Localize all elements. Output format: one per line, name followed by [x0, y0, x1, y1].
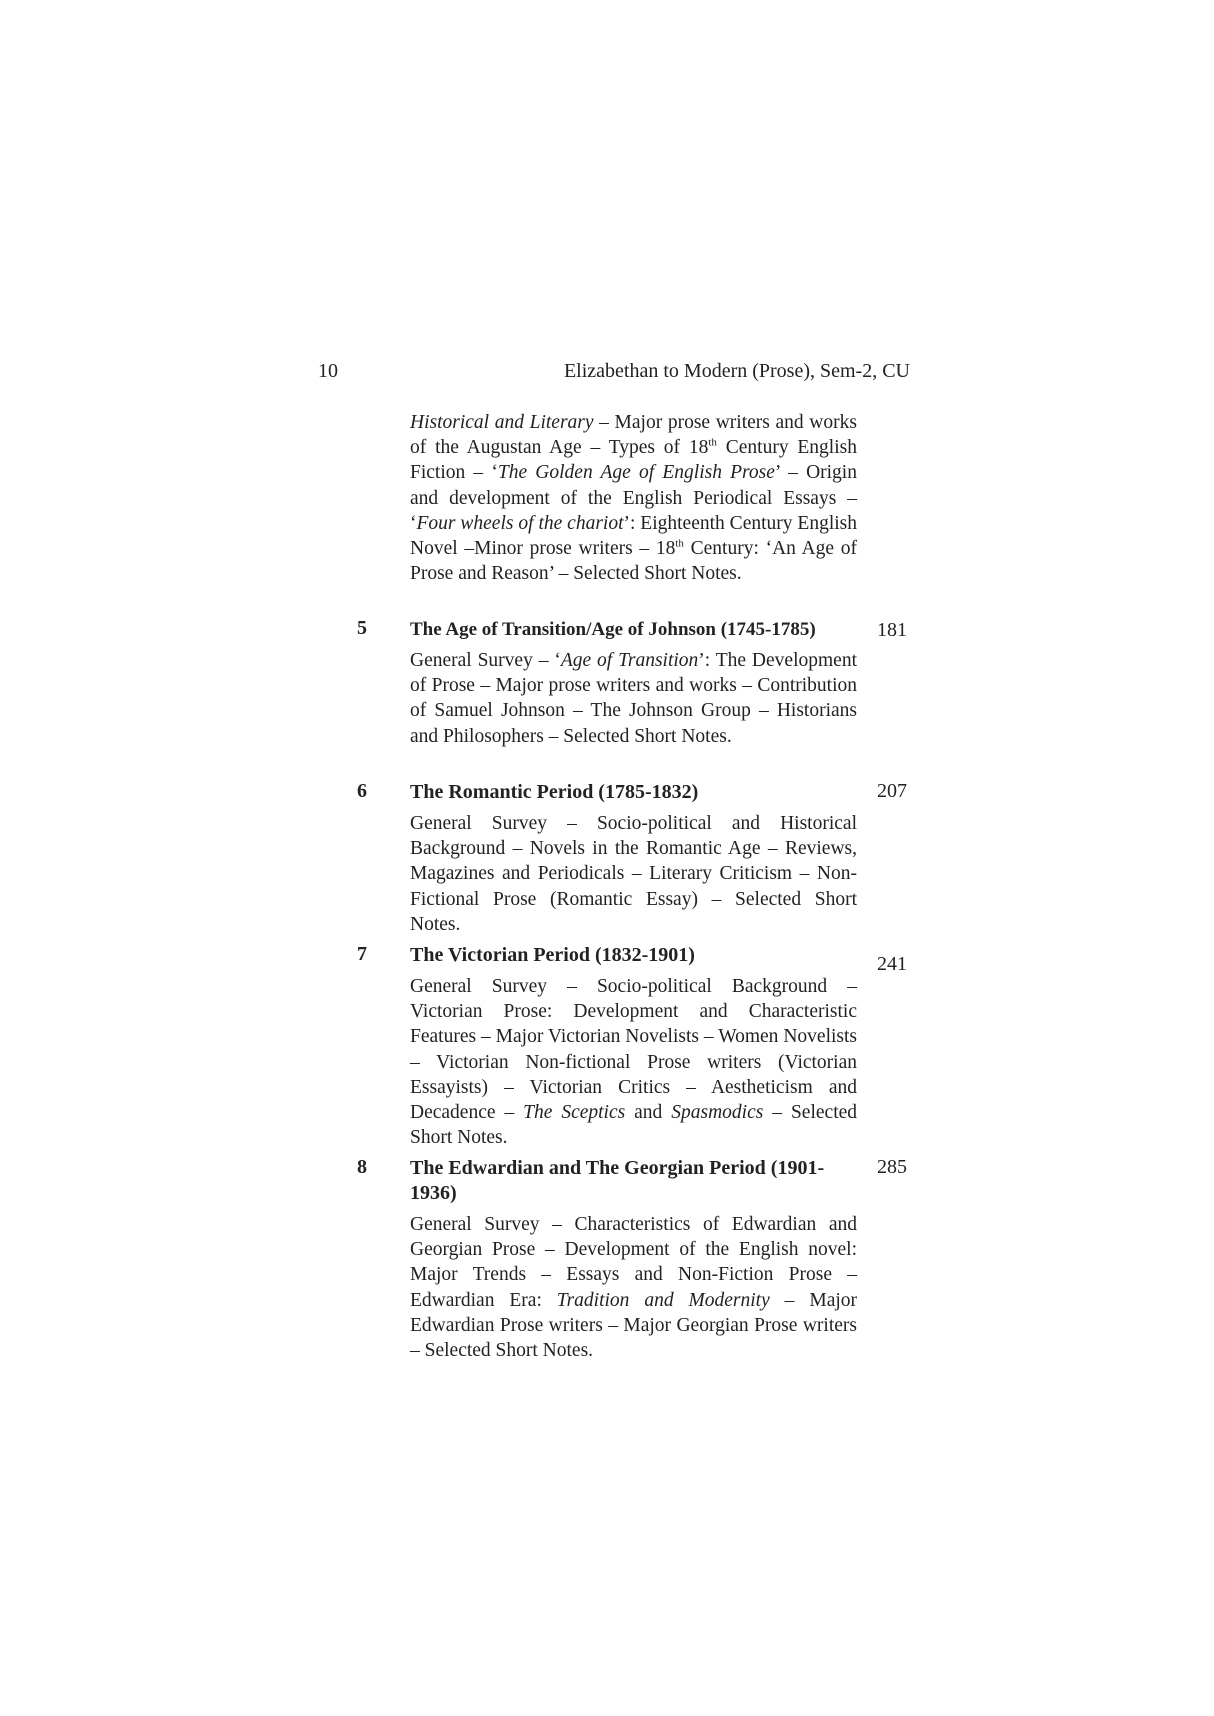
description-paragraph	[410, 974, 857, 1150]
entry-description	[410, 811, 857, 937]
entry-description	[410, 1212, 857, 1363]
text: ’: Eighteenth Century English Novel –Minor prose writers – 18	[410, 512, 857, 560]
entry-page: 207	[877, 780, 907, 802]
text: Century: ‘An Age of Prose and Reason’ – Selected Short Notes.	[410, 538, 857, 585]
description-paragraph	[410, 811, 857, 937]
text: Century English Fiction – ‘	[410, 437, 857, 484]
entry-title: The Romantic Period (1785-1832)	[410, 781, 699, 803]
italic-text: Age of Transition	[560, 650, 699, 671]
description-paragraph	[410, 1212, 857, 1363]
text: – Selected Short Notes.	[410, 1102, 858, 1149]
entry-page: 285	[877, 1156, 907, 1178]
superscript: th	[708, 436, 717, 449]
entry-number: 7	[357, 943, 367, 965]
italic-text: Tradition and Modernity	[556, 1289, 770, 1311]
intro-paragraph	[410, 410, 857, 586]
entry-title: The Edwardian and The Georgian Period (1901-1936)	[410, 1157, 825, 1204]
superscript: th	[675, 537, 684, 550]
italic-text: The Sceptics	[523, 1102, 626, 1124]
entry-description	[410, 648, 857, 749]
text: ’ – Origin and development of the English Periodical Essays – ‘	[410, 462, 857, 534]
entry-number: 5	[357, 617, 367, 639]
text: General Survey – ‘	[410, 650, 561, 671]
entry-page: 181	[877, 619, 907, 641]
description-paragraph	[410, 648, 857, 749]
page-number: 10	[318, 360, 338, 382]
text: and	[625, 1102, 672, 1124]
page-header	[0, 360, 1214, 392]
entry-number: 8	[357, 1156, 367, 1178]
entry-number: 6	[357, 780, 367, 802]
text: General Survey – Socio-political Background – Victorian Prose: Development and Characteristic Features – Major Victorian Novelists – Women Novelists – Victorian Non-fictional Prose writers (Victorian Essayists) – Victorian Critics – Aestheticism and Decadence –	[410, 976, 857, 1124]
italic-text: The Golden Age of English Prose	[497, 462, 775, 484]
text: ’: The Development of Prose – Major prose writers and works – Contribution of Samuel Johnson – The Johnson Group – Historians and Philosophers – Selected Short Notes.	[410, 650, 857, 747]
italic-text: Spasmodics	[671, 1102, 764, 1124]
text: – Major Edwardian Prose writers – Major Georgian Prose writers – Selected Short Notes.	[410, 1289, 858, 1362]
italic-text: Historical and Literary	[410, 412, 594, 433]
entry-page: 241	[877, 953, 907, 975]
text: – Major prose writers and works of the Augustan Age – Types of 18	[410, 412, 857, 459]
continued-description	[410, 410, 857, 586]
text: General Survey – Characteristics of Edwardian and Georgian Prose – Development of the English novel: Major Trends – Essays and Non-Fiction Prose – Edwardian Era:	[410, 1214, 857, 1311]
running-title: Elizabethan to Modern (Prose), Sem-2, CU	[563, 360, 910, 382]
entry-title: The Age of Transition/Age of Johnson (1745-1785)	[410, 619, 816, 640]
entry-title: The Victorian Period (1832-1901)	[410, 944, 695, 966]
italic-text: Four wheels of the chariot	[416, 512, 624, 534]
entry-description	[410, 974, 857, 1150]
text: General Survey – Socio-political and Historical Background – Novels in the Romantic Age – Reviews, Magazines and Periodicals – Literary Criticism – Non-Fictional Prose (Romantic Essay) – Selected Short Notes.	[410, 813, 857, 935]
